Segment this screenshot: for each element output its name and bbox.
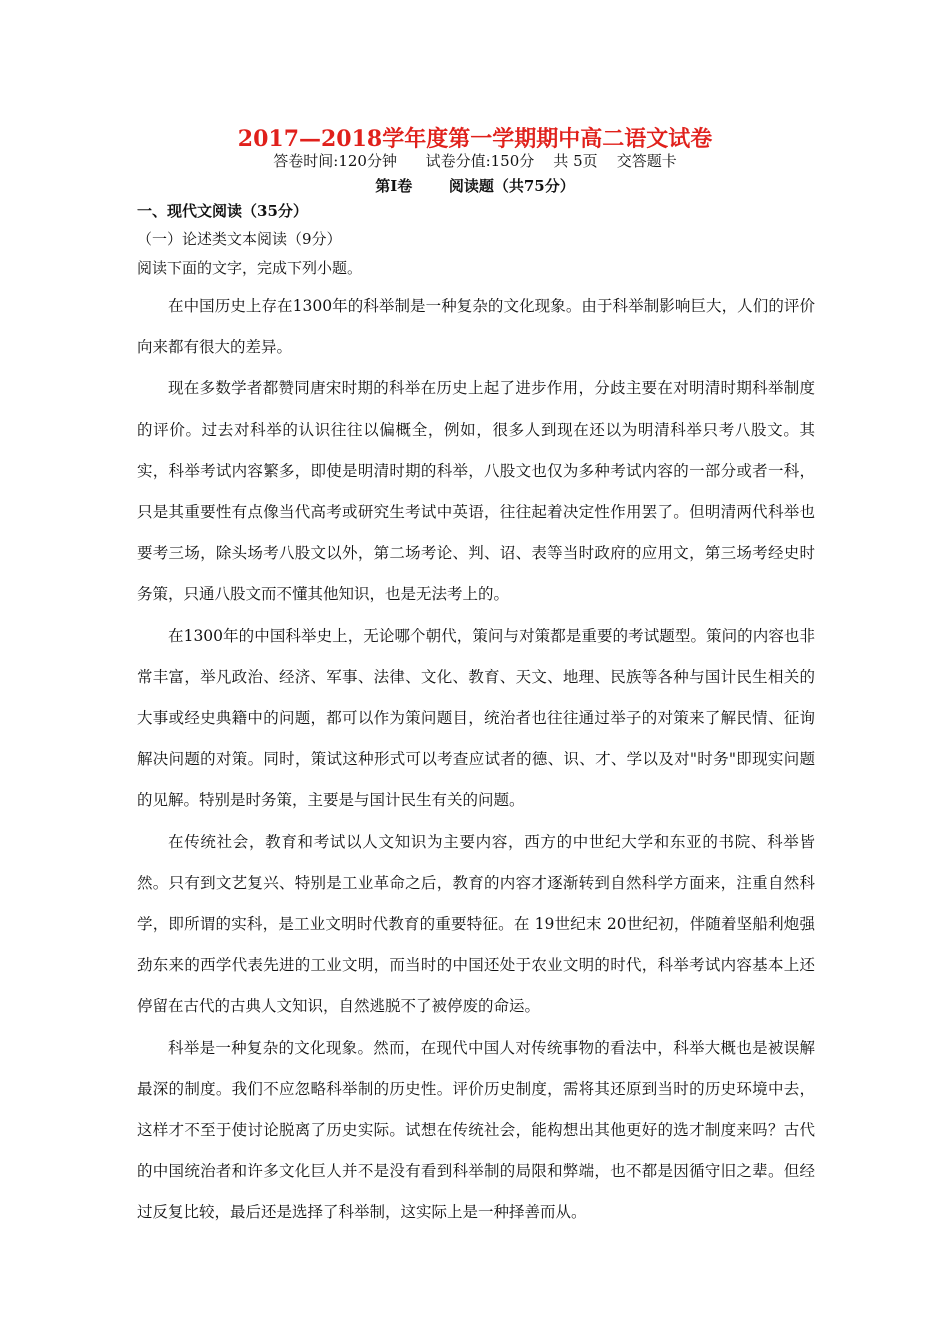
subsection-heading: （一）论述类文本阅读（9分） — [137, 230, 342, 248]
passage-paragraph-3: 在1300年的中国科举史上，无论哪个朝代，策问与对策都是重要的考试题型。策问的内容也非常丰富，举凡政治、经济、军事、法律、文化、教育、天文、地理、民族等各种与国计民生相关的大事或经史典籍中的问题，都可以作为策问题目，统治者也往往通过举子的对策来了解民情、征询解决问题的对策。同时，策试这种形式可以考查应试者的德、识、才、学以及对"时务"即现实问题的见解。特别是时务策，主要是与国计民生有关的问题。 — [137, 626, 815, 810]
passage-paragraph-2: 现在多数学者都赞同唐宋时期的科举在历史上起了进步作用，分歧主要在对明清时期科举制度的评价。过去对科举的认识往往以偏概全，例如，很多人到现在还以为明清科举只考八股文。其实，科举考试内容繁多，即使是明清时期的科举，八股文也仅为多种考试内容的一部分或者一科，只是其重要性有点像当代高考或研究生考试中英语，往往起着决定性作用罢了。但明清两代科举也要考三场，除头场考八股文以外，第二场考论、判、诏、表等当时政府的应用文，第三场考经史时务策，只通八股文而不懂其他知识，也是无法考上的。 — [137, 379, 815, 604]
passage-paragraph-4: 在传统社会，教育和考试以人文知识为主要内容，西方的中世纪大学和东亚的书院、科举皆然。只有到文艺复兴、特别是工业革命之后，教育的内容才逐渐转到自然科学方面来，注重自然科学，即所谓的实科，是工业文明时代教育的重要特征。在 19世纪末 20世纪初，伴随着坚船利炮强劲东来的西学代表先进的工业文明，而当时的中国还处于农业文明的时代，科举考试内容基本上还停留在古代的古典人文知识，自然逃脱不了被停废的命运。 — [137, 832, 815, 1016]
exam-title: 2017—2018学年度第一学期期中高二语文试卷 — [237, 126, 713, 152]
part-heading: 第Ⅰ卷 阅读题（共75分） — [375, 177, 575, 195]
passage-paragraph-5: 科举是一种复杂的文化现象。然而，在现代中国人对传统事物的看法中，科举大概也是被误解最深的制度。我们不应忽略科举制的历史性。评价历史制度，需将其还原到当时的历史环境中去，这样才不至于使讨论脱离了历史实际。试想在传统社会，能构想出其他更好的选才制度来吗？古代的中国统治者和许多文化巨人并不是没有看到科举制的局限和弊端，也不都是因循守旧之辈。但经过反复比较，最后还是选择了科举制，这实际上是一种择善而从。 — [137, 1038, 815, 1222]
passage-paragraph-1: 在中国历史上存在1300年的科举制是一种复杂的文化现象。由于科举制影响巨大，人们的评价向来都有很大的差异。 — [137, 297, 815, 357]
reading-instruction: 阅读下面的文字，完成下列小题。 — [137, 259, 363, 277]
exam-info-line: 答卷时间:120分钟 试卷分值:150分 共 5页 交答题卡 — [273, 152, 677, 170]
reading-passage — [137, 286, 815, 1234]
section-heading: 一、现代文阅读（35分） — [137, 202, 308, 220]
